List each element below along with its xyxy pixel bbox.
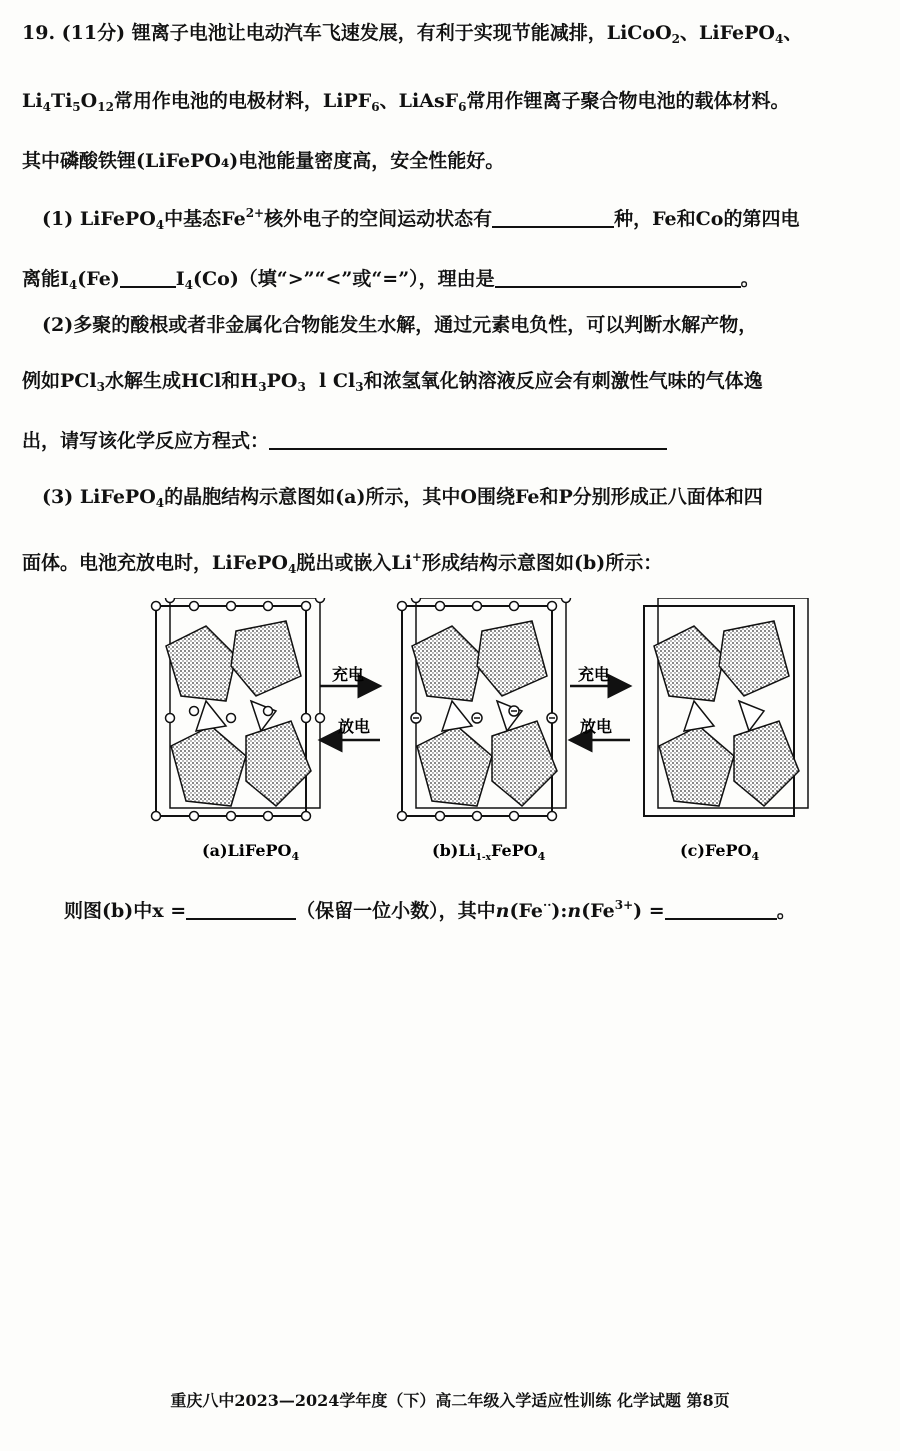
text: 、LiAsF — [379, 90, 459, 112]
part-1-line-1 — [42, 206, 886, 232]
arrow-discharge-label: 放电 — [338, 717, 371, 736]
text: 常用作锂离子聚合物电池的载体材料。 — [466, 90, 790, 112]
caption-a — [202, 841, 299, 863]
text: 和浓氢氧化钠溶液反应会有刺激性气味的气体逸 — [363, 370, 763, 392]
sub: 3 — [96, 380, 105, 394]
text: 常用作电池的电极材料，LiPF — [113, 90, 372, 112]
question-line-3 — [22, 148, 886, 174]
sub: 3 — [297, 380, 306, 394]
text: O — [80, 90, 98, 112]
part-2-line-1 — [42, 312, 886, 338]
text: 、LiFePO — [680, 22, 775, 44]
text: 形成结构示意图如(b)所示： — [421, 552, 663, 574]
text: 则图(b)中x = — [64, 900, 187, 922]
text: ) = — [633, 900, 665, 922]
sub: 4 — [287, 562, 297, 576]
unit-cell-a — [152, 598, 325, 821]
text: Ti — [50, 90, 73, 112]
text: 。 — [776, 900, 796, 922]
arrows-a-b — [320, 665, 380, 740]
sup: + — [411, 550, 422, 564]
arrows-b-c — [570, 665, 630, 740]
answer-blank-3[interactable] — [495, 266, 741, 288]
page-footer: 重庆八中2023—2024学年度（下）高二年级入学适应性训练 化学试题 第8页 — [170, 1391, 730, 1410]
caption-c — [680, 841, 760, 863]
sub: 6 — [458, 100, 467, 114]
part-2-line-3 — [22, 428, 886, 454]
unit-cell-b — [398, 598, 571, 821]
sub: 2 — [671, 32, 680, 46]
sub: 4 — [42, 100, 51, 114]
answer-blank-1[interactable] — [492, 206, 614, 228]
sup: ·· — [543, 898, 552, 912]
arrow-charge-label: 充电 — [332, 665, 365, 684]
arrow-discharge-label: 放电 — [580, 717, 613, 736]
sub: 3 — [258, 380, 267, 394]
caption-sub: 1-x — [475, 853, 492, 863]
text: 水解生成HCl和H — [105, 370, 259, 392]
caption-b-text2: FePO — [491, 841, 538, 860]
caption-b — [432, 841, 546, 863]
text: ): — [551, 900, 568, 922]
sub: 12 — [97, 100, 114, 114]
sup: 2+ — [245, 206, 265, 220]
question-line-1 — [22, 20, 886, 46]
caption-c-text: (c)FePO — [680, 841, 752, 860]
part-2-line-2 — [22, 368, 886, 394]
caption-a-text: (a)LiFePO — [202, 841, 292, 860]
crystal-structure-figure — [140, 598, 820, 873]
text: (2)多聚的酸根或者非金属化合物能发生水解，通过元素电负性，可以判断水解产物， — [42, 314, 758, 336]
caption-sub: 4 — [291, 850, 300, 863]
text: 离能I — [22, 268, 69, 290]
text: (1) LiFePO — [42, 208, 156, 230]
caption-sub: 4 — [751, 850, 760, 863]
part-3-line-1 — [42, 484, 886, 510]
part-3-line-2 — [22, 550, 886, 576]
sup: 3+ — [614, 898, 634, 912]
text: (Fe — [581, 900, 615, 922]
text: PO — [266, 370, 298, 392]
text: 脱出或嵌入Li — [296, 552, 412, 574]
answer-blank-equation[interactable] — [269, 428, 667, 450]
text: 核外电子的空间运动状态有 — [264, 208, 493, 230]
answer-blank-2[interactable] — [120, 266, 176, 288]
text: 种，Fe和Co的第四电 — [614, 208, 800, 230]
sub: 4 — [68, 278, 78, 292]
answer-blank-ratio[interactable] — [665, 898, 777, 920]
text: 中基态Fe — [164, 208, 246, 230]
text: (Fe — [509, 900, 544, 922]
text: 19. (11分) 锂离子电池让电动汽车飞速发展，有利于实现节能减排，LiCoO — [22, 22, 672, 44]
question-line-2 — [22, 88, 886, 114]
arrow-charge-label: 充电 — [578, 665, 611, 684]
part-3-answer-line — [64, 898, 886, 924]
sub: 4 — [155, 218, 165, 232]
text: 例如PCl — [22, 370, 97, 392]
text: 面体。电池充放电时，LiFePO — [22, 552, 288, 574]
text: I — [175, 268, 185, 290]
sub: 5 — [72, 100, 81, 114]
sub: 3 — [355, 380, 364, 394]
text: 。 — [740, 268, 760, 290]
text: n — [567, 900, 582, 922]
text: 出，请写该化学反应方程式： — [22, 430, 270, 452]
unit-cell-c — [644, 598, 808, 816]
text: 、 — [783, 22, 803, 44]
caption-sub: 4 — [537, 850, 546, 863]
sub: 4 — [184, 278, 194, 292]
text: (3) LiFePO — [42, 486, 156, 508]
text: n — [495, 900, 510, 922]
text: (Fe) — [77, 268, 120, 290]
sub: 4 — [774, 32, 784, 46]
text: 的晶胞结构示意图如(a)所示，其中O围绕Fe和P分别形成正八面体和四 — [164, 486, 763, 508]
answer-blank-x[interactable] — [186, 898, 296, 920]
text: Li — [22, 90, 43, 112]
part-1-line-2 — [22, 266, 886, 292]
text: 其中磷酸铁锂(LiFePO₄)电池能量密度高，安全性能好。 — [22, 150, 505, 172]
text: l Cl — [319, 370, 356, 392]
caption-b-text: (b)Li — [432, 841, 476, 860]
sub: 6 — [371, 100, 380, 114]
sub: 4 — [155, 496, 165, 510]
text: (Co)（填“>”“<”或“=”），理由是 — [193, 268, 495, 290]
text: （保留一位小数），其中 — [296, 900, 496, 922]
